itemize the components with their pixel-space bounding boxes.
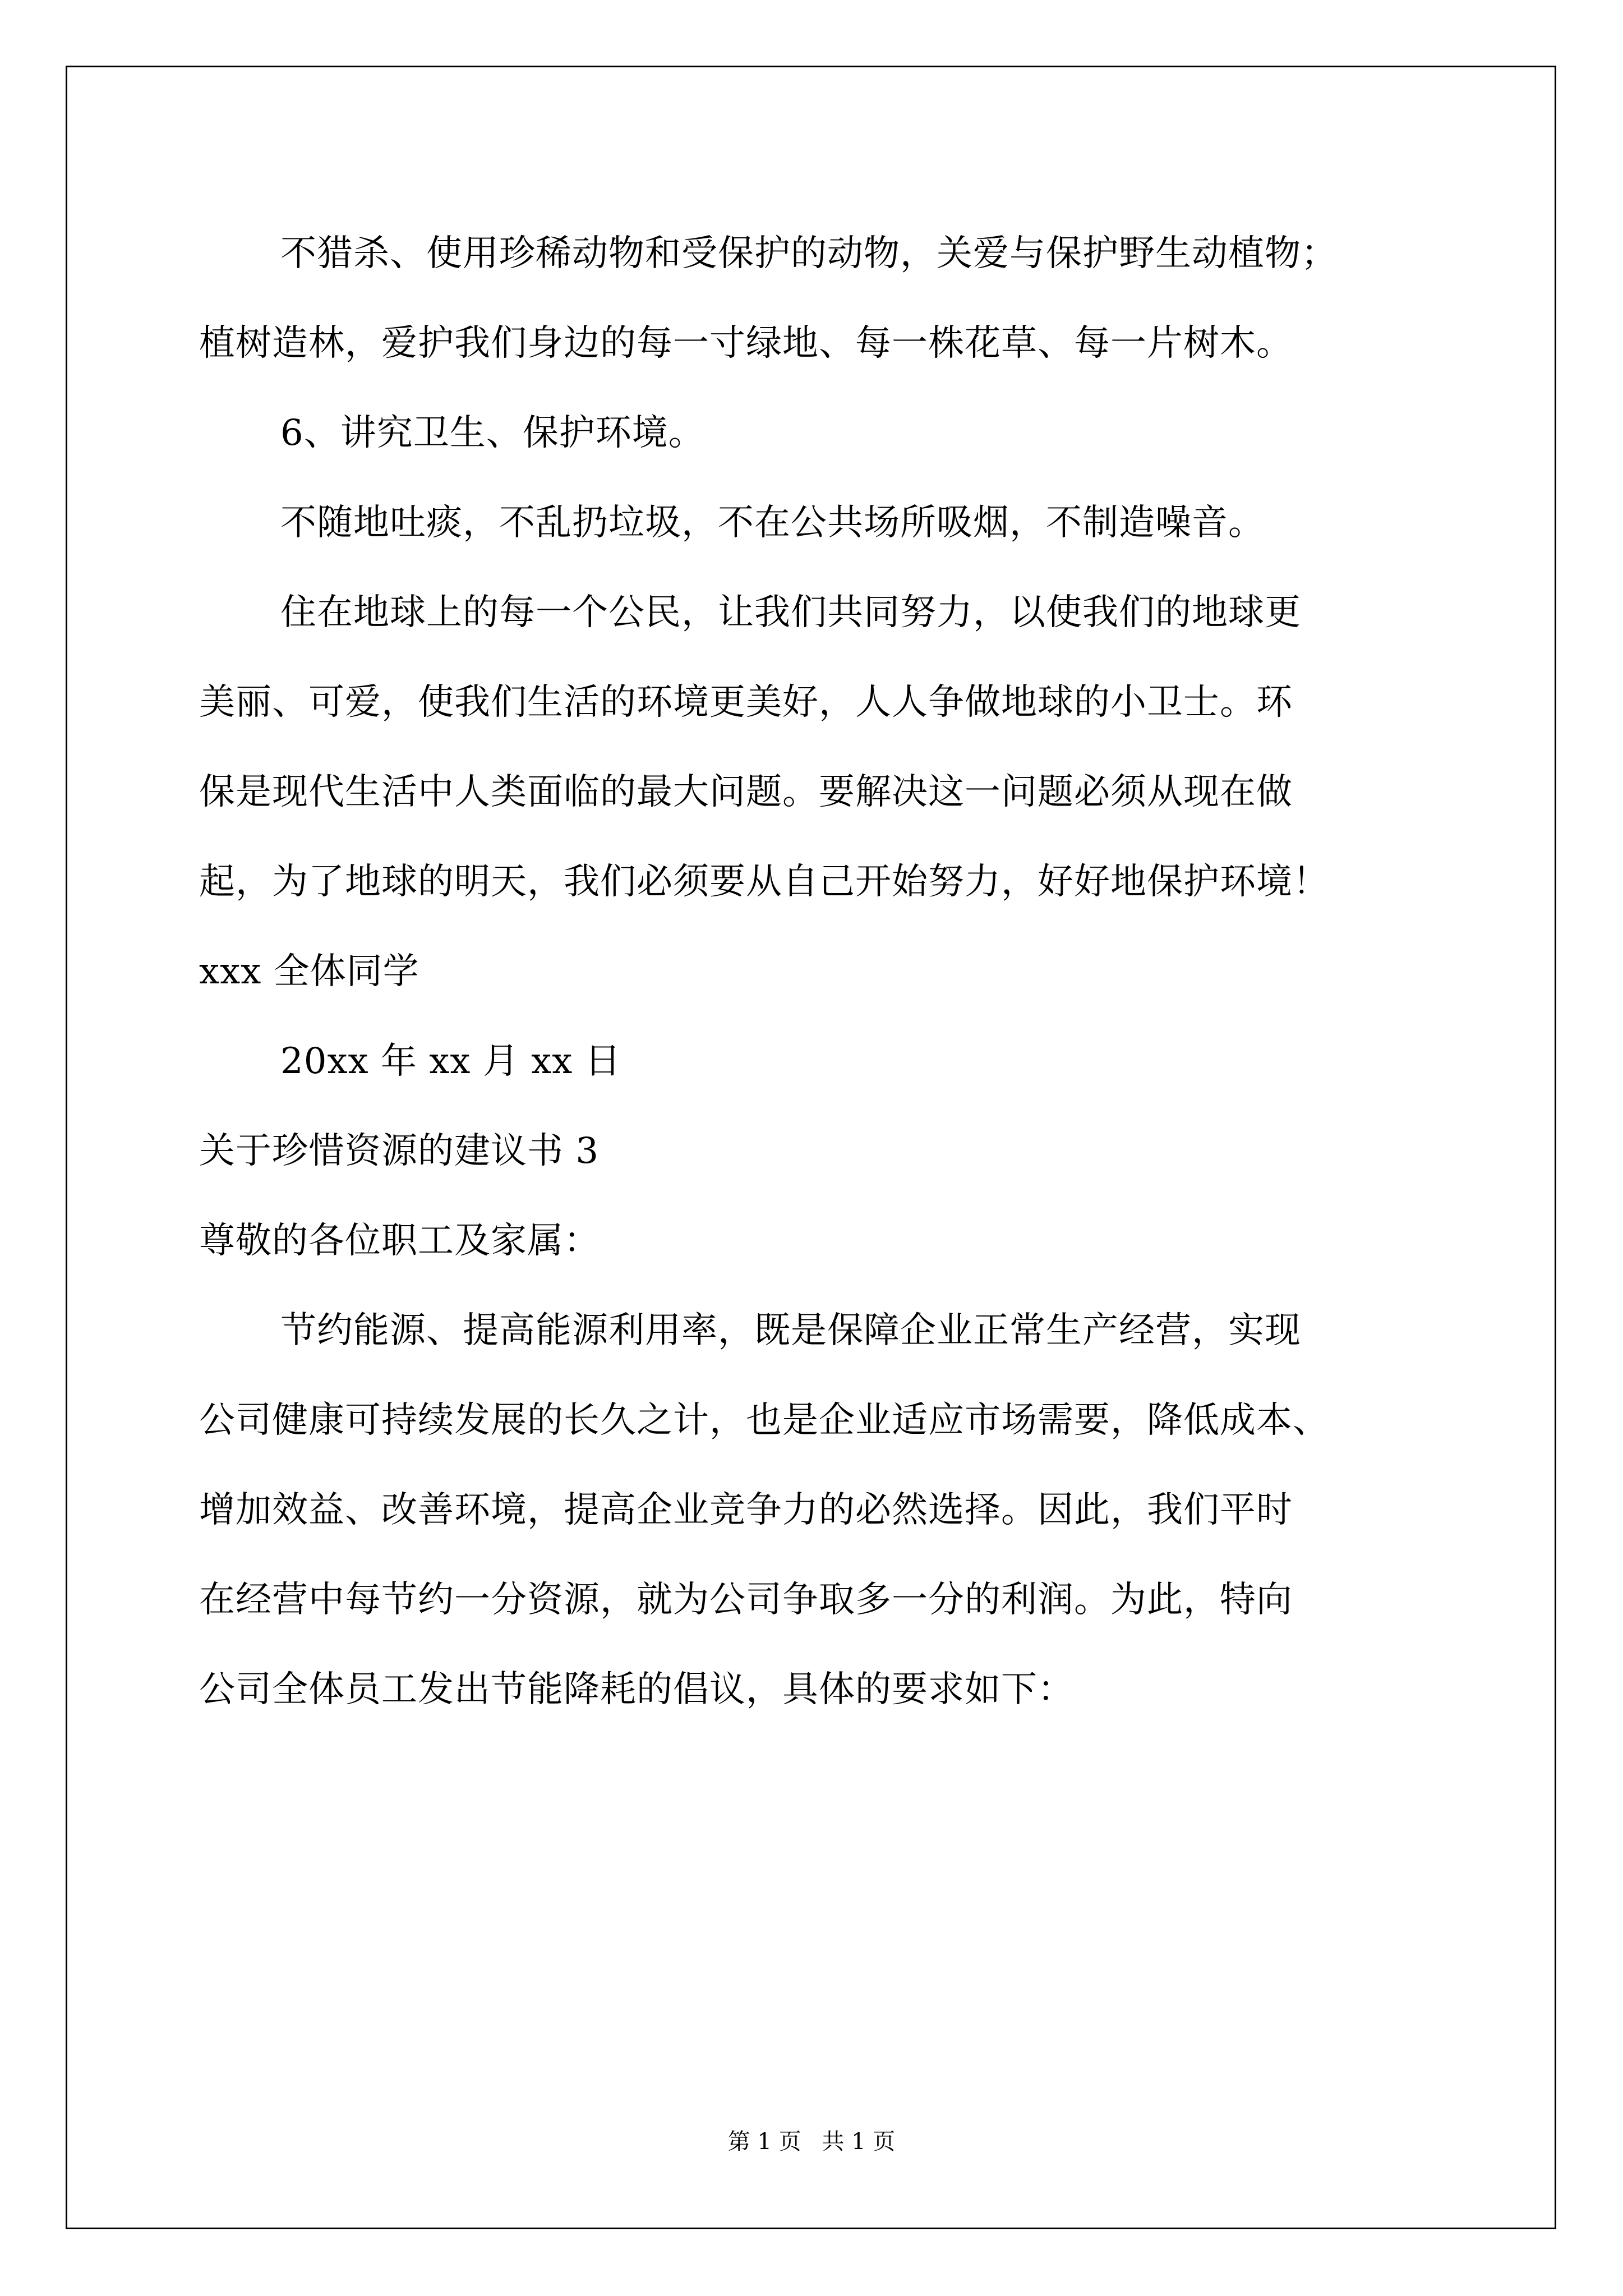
signature: xxx 全体同学 xyxy=(199,951,419,992)
page-number-current: 第 1 页 xyxy=(727,2129,801,2155)
salutation: 尊敬的各位职工及家属： xyxy=(199,1220,600,1262)
body-line: 在经营中每节约一分资源，就为公司争取多一分的利润。为此，特向 xyxy=(199,1579,1293,1621)
date-line: 20xx 年 xx 月 xx 日 xyxy=(280,1041,621,1082)
page-number-total: 共 1 页 xyxy=(822,2129,896,2155)
body-line: 公司健康可持续发展的长久之计，也是企业适应市场需要，降低成本、 xyxy=(199,1400,1329,1441)
body-line: 节约能源、提高能源利用率，既是保障企业正常生产经营，实现 xyxy=(280,1310,1301,1351)
body-line: 住在地球上的每一个公民，让我们共同努力，以使我们的地球更 xyxy=(280,592,1301,633)
page-footer xyxy=(0,2124,1623,2156)
section-heading: 6、讲究卫生、保护环境。 xyxy=(280,412,705,454)
body-line: 不猎杀、使用珍稀动物和受保护的动物，关爱与保护野生动植物； xyxy=(280,233,1338,274)
body-line: 增加效益、改善环境，提高企业竞争力的必然选择。因此，我们平时 xyxy=(199,1489,1293,1531)
document-title: 关于珍惜资源的建议书 3 xyxy=(199,1130,600,1172)
body-line: 植树造林，爱护我们身边的每一寸绿地、每一株花草、每一片树木。 xyxy=(199,323,1293,364)
body-line: 起，为了地球的明天，我们必须要从自己开始努力，好好地保护环境！ xyxy=(199,861,1329,903)
body-line: 保是现代生活中人类面临的最大问题。要解决这一问题必须从现在做 xyxy=(199,771,1293,813)
body-line: 美丽、可爱，使我们生活的环境更美好，人人争做地球的小卫士。环 xyxy=(199,682,1293,723)
body-line: 不随地吐痰，不乱扔垃圾，不在公共场所吸烟，不制造噪音。 xyxy=(280,502,1265,544)
body-line: 公司全体员工发出节能降耗的倡议，具体的要求如下： xyxy=(199,1669,1074,1710)
